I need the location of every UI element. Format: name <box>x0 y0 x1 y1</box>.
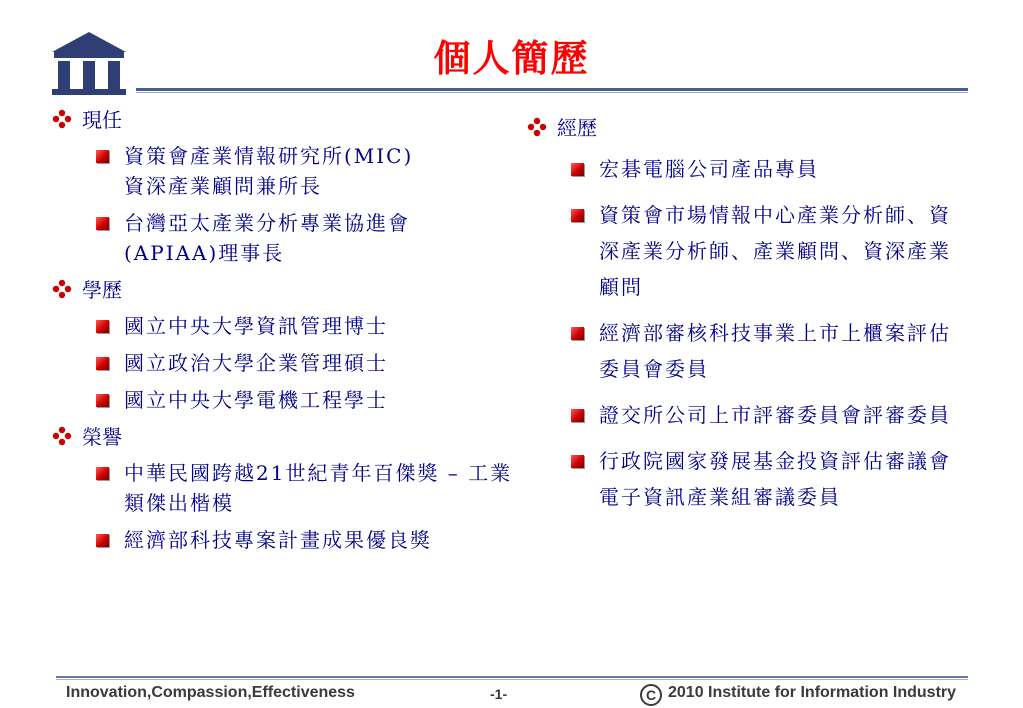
section-label: 榮譽 <box>82 425 122 449</box>
list-item-text: 資策會市場情報中心產業分析師、資深產業分析師、產業顧問、資深產業顧問 <box>599 203 951 299</box>
list-item <box>96 348 522 378</box>
list-item <box>96 385 522 415</box>
square-bullet-icon <box>571 209 584 222</box>
square-bullet-icon <box>96 217 109 230</box>
square-bullet-icon <box>96 320 109 333</box>
list-item-text: 中華民國跨越21世紀青年百傑獎 – 工業類傑出楷模 <box>124 461 513 515</box>
square-bullet-icon <box>96 394 109 407</box>
diamond-bullet-icon <box>52 105 72 135</box>
footer-divider-thin <box>56 679 968 680</box>
copyright-icon: C <box>640 684 662 706</box>
header-divider-thin <box>136 92 968 93</box>
list-item-text: 資策會產業情報研究所(MIC) 資深產業顧問兼所長 <box>124 144 414 198</box>
list-item-text: 國立政治大學企業管理碩士 <box>124 351 388 375</box>
section-education <box>52 275 522 305</box>
list-item <box>571 443 972 515</box>
list-item-text: 經濟部審核科技事業上市上櫃案評估委員會委員 <box>599 321 951 381</box>
copyright-text: 2010 Institute for Information Industry <box>668 684 957 701</box>
right-column <box>527 113 972 525</box>
list-item <box>96 311 522 341</box>
list-item <box>571 397 972 433</box>
list-item <box>96 208 522 268</box>
list-item <box>571 315 972 387</box>
square-bullet-icon <box>96 534 109 547</box>
square-bullet-icon <box>96 357 109 370</box>
footer-copyright <box>640 684 956 706</box>
square-bullet-icon <box>96 150 109 163</box>
list-item-text: 國立中央大學資訊管理博士 <box>124 314 388 338</box>
left-column <box>52 105 522 562</box>
section-label: 現任 <box>82 108 122 132</box>
list-item <box>96 525 522 555</box>
footer-slogan: Innovation,Compassion,Effectiveness <box>66 684 355 701</box>
list-item <box>571 151 972 187</box>
list-item-text: 證交所公司上市評審委員會評審委員 <box>599 403 951 427</box>
section-label: 經歷 <box>557 116 597 140</box>
square-bullet-icon <box>571 163 584 176</box>
list-item-text: 國立中央大學電機工程學士 <box>124 388 388 412</box>
diamond-bullet-icon <box>52 275 72 305</box>
list-item <box>96 141 522 201</box>
list-item <box>96 458 522 518</box>
footer-divider <box>56 676 968 678</box>
square-bullet-icon <box>571 455 584 468</box>
list-item-text: 經濟部科技專案計畫成果優良獎 <box>124 528 432 552</box>
square-bullet-icon <box>96 467 109 480</box>
diamond-bullet-icon <box>52 422 72 452</box>
page-title: 個人簡歷 <box>433 37 590 80</box>
diamond-bullet-icon <box>527 113 547 143</box>
section-experience <box>527 113 972 143</box>
list-item-text: 宏碁電腦公司產品專員 <box>599 157 819 181</box>
section-current-position <box>52 105 522 135</box>
list-item-text: 行政院國家發展基金投資評估審議會電子資訊產業組審議委員 <box>599 449 951 509</box>
square-bullet-icon <box>571 327 584 340</box>
header-divider <box>136 88 968 91</box>
section-honors <box>52 422 522 452</box>
list-item <box>571 197 972 305</box>
list-item-text: 台灣亞太產業分析專業協進會(APIAA)理事長 <box>124 211 410 265</box>
section-label: 學歷 <box>82 278 122 302</box>
square-bullet-icon <box>571 409 584 422</box>
page-number: -1- <box>490 686 508 702</box>
